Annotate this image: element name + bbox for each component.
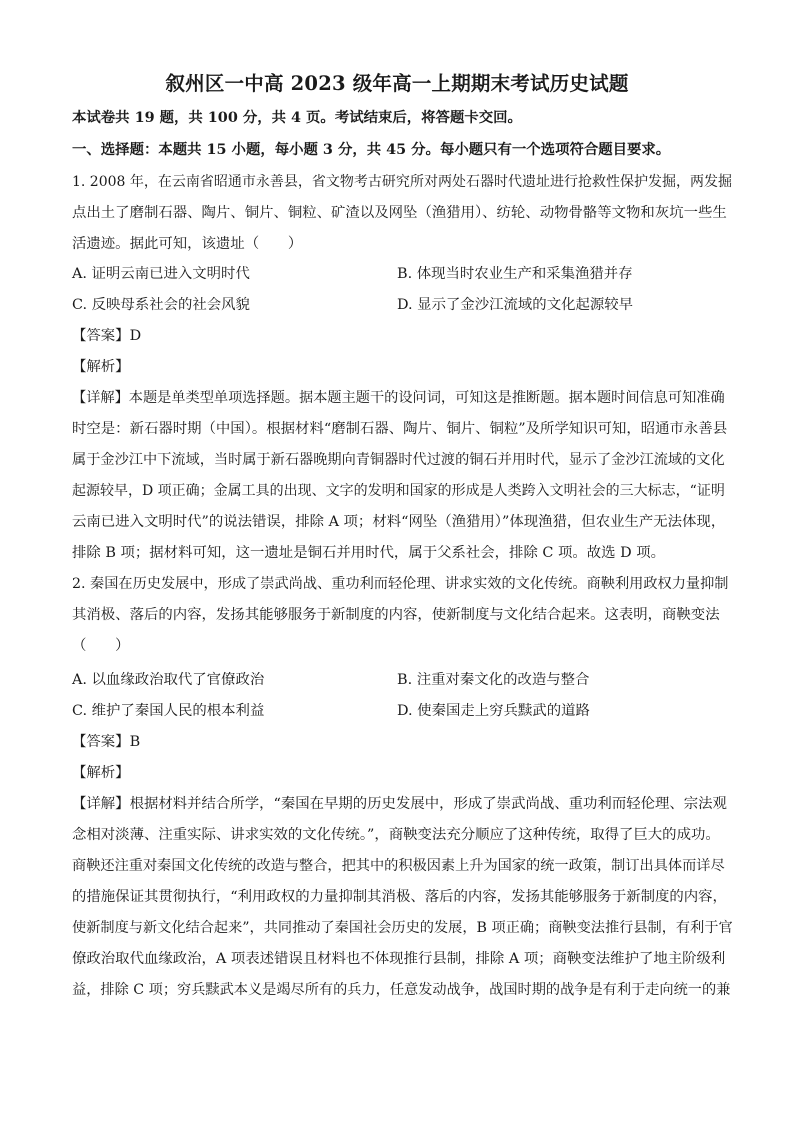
q1-stem-line: 1. 2008 年，在云南省昭通市永善县，省文物考古研究所对两处石器时代遗址进行抢救性保护发掘，两发掘 xyxy=(72,174,732,190)
q2-option-a: A. 以血缘政治取代了官僚政治 xyxy=(72,672,265,688)
q1-detail-line: 【详解】本题是单类型单项选择题。据本题主题干的设问词，可知这是推断题。据本题时间信息可知准确 xyxy=(72,390,725,406)
q2-detail-line: 僚政治取代血缘政治，A 项表述错误且材料也不体现推行县制，排除 A 项；商鞅变法维护了地主阶级利 xyxy=(72,951,726,967)
q1-detail-line: 排除 B 项；据材料可知，这一遗址是铜石并用时代，属于父系社会，排除 C 项。故选 D 项。 xyxy=(72,545,666,561)
q1-detail-line: 起源较早，D 项正确；金属工具的出现、文字的发明和国家的形成是人类跨入文明社会的三大标志，“证明 xyxy=(72,483,725,499)
q1-stem-line: 活遗迹。据此可知，该遗址（ ） xyxy=(72,236,303,252)
section-heading: 一、选择题：本题共 15 小题，每小题 3 分，共 45 分。每小题只有一个选项符合题目要求。 xyxy=(72,141,671,158)
q2-answer: 【答案】B xyxy=(72,734,141,750)
q1-detail-line: 时空是：新石器时期（中国）。根据材料“磨制石器、陶片、铜片、铜粒”及所学知识可知，昭通市永善县 xyxy=(72,421,728,437)
q2-detail-line: 念相对淡薄、注重实际、讲求实效的文化传统。”，商鞅变法充分顺应了这种传统，取得了巨大的成功。 xyxy=(72,827,720,843)
q2-stem-line: 2. 秦国在历史发展中，形成了崇武尚战、重功利而轻伦理、讲求实效的文化传统。商鞅利用政权力量抑制 xyxy=(72,576,729,592)
q2-option-d: D. 使秦国走上穷兵黩武的道路 xyxy=(397,703,590,719)
exam-intro: 本试卷共 19 题，共 100 分，共 4 页。考试结束后，将答题卡交回。 xyxy=(72,109,522,126)
q1-option-b: B. 体现当时农业生产和采集渔猎并存 xyxy=(397,266,633,282)
q2-detail-line: 【详解】根据材料并结合所学，“秦国在早期的历史发展中，形成了崇武尚战、重功利而轻伦理、宗法观 xyxy=(72,796,727,812)
q2-detail-line: 益，排除 C 项；穷兵黩武本义是竭尽所有的兵力，任意发动战争，战国时期的战争是有利于走向统一的兼 xyxy=(72,982,731,998)
q2-option-b: B. 注重对秦文化的改造与整合 xyxy=(397,672,590,688)
q2-analysis-label: 【解析】 xyxy=(72,765,130,781)
q2-detail-line: 商鞅还注重对秦国文化传统的改造与整合，把其中的积极因素上升为国家的统一政策，制订出具体而详尽 xyxy=(72,858,725,874)
q2-detail-line: 使新制度与新文化结合起来”，共同推动了秦国社会历史的发展，B 项正确；商鞅变法推行县制，有利于官 xyxy=(72,920,733,936)
q2-detail-line: 的措施保证其贯彻执行，“利用政权的力量抑制其消极、落后的内容，发扬其能够服务于新制度的内容， xyxy=(72,889,727,905)
q1-analysis-label: 【解析】 xyxy=(72,359,130,375)
q2-stem-line: 其消极、落后的内容，发扬其能够服务于新制度的内容，使新制度与文化结合起来。这表明，商鞅变法 xyxy=(72,607,720,623)
q1-answer: 【答案】D xyxy=(72,328,142,344)
q1-detail-line: 属于金沙江中下流域，当时属于新石器晚期向青铜器时代过渡的铜石并用时代，显示了金沙江流域的文化 xyxy=(72,452,725,468)
q1-option-d: D. 显示了金沙江流域的文化起源较早 xyxy=(397,297,634,313)
q2-stem-line: （ ） xyxy=(72,638,130,654)
q1-detail-line: 云南已进入文明时代”的说法错误，排除 A 项；材料“网坠（渔猎用）”体现渔猎，但农业生产无法体现， xyxy=(72,514,726,530)
q1-stem-line: 点出土了磨制石器、陶片、铜片、铜粒、矿渣以及网坠（渔猎用）、纺轮、动物骨骼等文物和灰坑一些生 xyxy=(72,205,727,221)
page-title: 叙州区一中高 2023 级年高一上期期末考试历史试题 xyxy=(165,72,629,95)
q1-option-c: C. 反映母系社会的社会风貌 xyxy=(72,297,250,313)
q1-option-a: A. 证明云南已进入文明时代 xyxy=(72,266,250,282)
q2-option-c: C. 维护了秦国人民的根本利益 xyxy=(72,703,265,719)
